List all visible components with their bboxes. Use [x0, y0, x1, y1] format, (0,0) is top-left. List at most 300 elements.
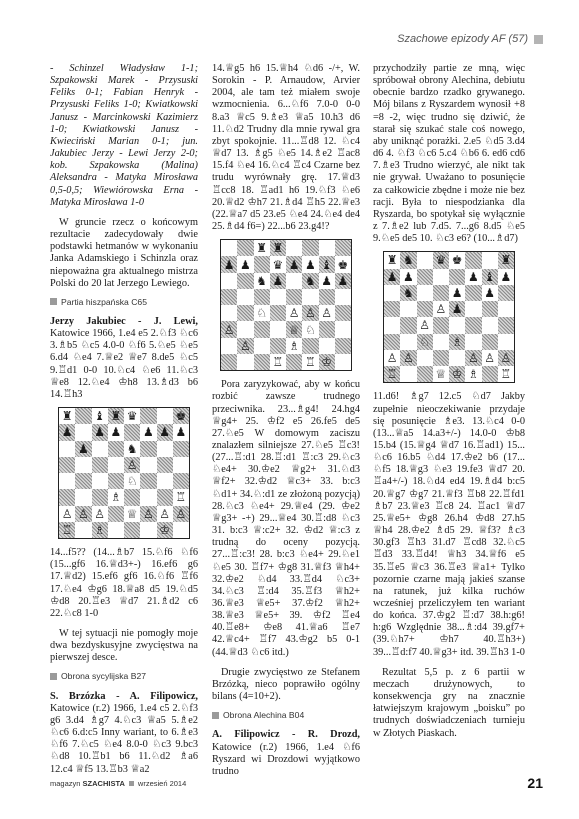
board-square: [433, 334, 449, 350]
board-square: [140, 506, 156, 522]
board-square: [498, 334, 514, 350]
board-square: [465, 334, 481, 350]
board-square: [465, 317, 481, 333]
board-square: [157, 457, 173, 473]
board-square: [92, 489, 108, 505]
board-square: [319, 321, 335, 337]
board-square: [319, 273, 335, 289]
board-square: [108, 489, 124, 505]
section-label-opening: Obrona sycylijska B27: [50, 670, 198, 682]
black-pawn-icon: ♟: [304, 257, 316, 272]
board-square: [319, 256, 335, 272]
bullet-square-icon: [50, 298, 57, 305]
board-square: [237, 289, 253, 305]
white-pawn-icon: ♙: [159, 506, 170, 521]
black-pawn-icon: ♟: [175, 425, 187, 440]
chess-diagram: [383, 251, 515, 383]
black-knight-icon: ♞: [256, 273, 267, 288]
board-square: [335, 289, 351, 305]
white-bishop-icon: ♗: [451, 334, 463, 349]
board-square: [270, 256, 286, 272]
board-square: [433, 350, 449, 366]
board-square: [75, 441, 91, 457]
page-number: 21: [527, 775, 543, 791]
black-bishop-icon: ♝: [94, 409, 105, 424]
board-square: [157, 489, 173, 505]
board-square: [286, 273, 302, 289]
game-players: A. Filipowicz - R. Drozd,: [212, 729, 360, 741]
board-square: [254, 321, 270, 337]
board-square: [319, 240, 335, 256]
black-pawn-icon: ♟: [239, 257, 251, 272]
board-square: [124, 441, 140, 457]
board-square: [433, 285, 449, 301]
game-moves: 14.♕g5 h6 15.♕h4 ♘d6 -/+, W. Sorokin - P. Arnaudow, Arvier 2004, ale tam też miałem swoje wzmocnienia. 6...♘f6 7.0-0 0-0 8.a3 ♕c5 9.♗e3 ♕a5 10.h3 d6 11.♘d2 Trudny dla mnie rywal gra zbyt spokojnie. 11...♖d8 12. ♘c4 ♕d7 13. ♗g5 ♘e5 14.♗e2 ♖ac8 15.f4 ♘e4 16.♘c4 ♖c4 Czarne bez trudu wyrównały grę. 17.♕d3 ♖cc8 18. ♖ad1 h6 19.♘f3 ♘e6 20.♕d2 ♔h7 21.♗d4 ♖h5 22.♕e3 (22.♕a7 d5 23.e5 ♘e4 24.♘e4 de4 25.♗d4 f6=) 22...b6 23.g4!?: [212, 63, 360, 233]
white-pawn-icon: ♙: [500, 350, 512, 365]
board-square: [498, 366, 514, 382]
board-square: [157, 522, 173, 538]
board-square: [254, 256, 270, 272]
board-square: [157, 424, 173, 440]
game-moves: przychodziły partie ze mną, więc spróbował obrony Alechina, debiutu obecnie bardzo rzadko grywanego. Mój bilans z Ryszardem wynosił +8 =8 -2, więc trudno się dziwić, że starał się szukać stale coś nowego, aby uniknąć porażki. 2.e5 ♘d5 3.d4 d6 4. ♘f3 ♘c6 5.c4 ♘b6 6. ed6 cd6 7.♗e3 Trudno wierzyć, ale nikt tak nie grywał. Uważano to posunięcie za całkowicie zbędne i może nie bez racji. Była to niespodzianka dla Ryszarda, bo spotykał się wyłącznie z 7.♗e2 lub 7.d5. 7...g6 8.d5 ♘e5 9.♘e5 de5 10. ♘c3 e6? (10...♗d7): [373, 63, 525, 245]
black-pawn-icon: ♟: [94, 425, 105, 440]
black-king-icon: ♚: [451, 253, 463, 268]
white-pawn-icon: ♙: [386, 350, 398, 365]
board-square: [335, 256, 351, 272]
board-square: [221, 354, 237, 370]
board-square: [237, 256, 253, 272]
board-square: [237, 273, 253, 289]
board-square: [92, 473, 108, 489]
black-knight-icon: ♞: [126, 441, 138, 456]
board-square: [400, 252, 416, 268]
white-pawn-icon: ♙: [175, 506, 187, 521]
board-square: [302, 273, 318, 289]
board-square: [173, 424, 189, 440]
board-square: [140, 441, 156, 457]
board-square: [319, 305, 335, 321]
board-square: [140, 457, 156, 473]
board-square: [482, 301, 498, 317]
board-square: [140, 473, 156, 489]
board-square: [59, 408, 75, 424]
board-square: [108, 457, 124, 473]
game-moves: 14...f5?? (14...♗b7 15.♘f6 ♘f6 (15...gf6 16.♕d3+-) 16.ef6 g6 17.♕d2) 15.ef6 gf6 16.♘f6 ♖f6 17.♘e4 ♔g6 18.♕a8 d5 19.♘d5 ♔d8 20.♖e3 ♕d7 21.♗d2 c6 22.♘c8 1-0: [50, 547, 198, 619]
board-square: [75, 506, 91, 522]
bullet-square-icon: [50, 673, 57, 680]
board-square: [433, 301, 449, 317]
black-pawn-icon: ♟: [337, 273, 349, 288]
board-square: [59, 506, 75, 522]
column-3: [373, 63, 525, 740]
board-square: [108, 408, 124, 424]
board-square: [433, 366, 449, 382]
board-square: [400, 269, 416, 285]
black-pawn-icon: ♟: [61, 425, 73, 440]
board-square: [237, 321, 253, 337]
board-square: [221, 321, 237, 337]
board-square: [384, 285, 400, 301]
section-label-opening: Partia hiszpańska C65: [50, 296, 198, 308]
board-square: [254, 338, 270, 354]
white-pawn-icon: ♙: [77, 506, 89, 521]
board-square: [173, 408, 189, 424]
board-square: [140, 489, 156, 505]
board-square: [384, 366, 400, 382]
bullet-square-icon: [212, 712, 219, 719]
black-rook-icon: ♜: [500, 253, 512, 268]
board-square: [237, 240, 253, 256]
board-square: [173, 522, 189, 538]
white-pawn-icon: ♙: [239, 338, 251, 353]
black-pawn-icon: ♟: [288, 257, 300, 272]
board-square: [108, 506, 124, 522]
board-square: [221, 289, 237, 305]
game-moves: Jerzy Jakubiec - J. Lewi, Katowice 1966, 1.e4 e5 2.♘f3 ♘c6 3.♗b5 ♘c5 4.0-0 ♘f6 5.♘e5 ♘e5 6.d4 ♘e4 7.♕e2 ♕e7 8.de5 ♘c5 9.♖d1 0-0 10.♘c4 ♘e6 11.♘c3 ♕e8 12.♘e4 ♔h8 13.♗d3 b6 14.♖h3: [50, 315, 198, 400]
board-square: [302, 240, 318, 256]
board-square: [449, 301, 465, 317]
white-pawn-icon: ♙: [484, 350, 495, 365]
board-square: [449, 350, 465, 366]
white-pawn-icon: ♙: [402, 350, 414, 365]
board-square: [75, 522, 91, 538]
board-square: [498, 252, 514, 268]
board-square: [173, 489, 189, 505]
white-pawn-icon: ♙: [321, 306, 332, 321]
board-square: [92, 408, 108, 424]
white-pawn-icon: ♙: [467, 350, 479, 365]
white-rook-icon: ♖: [61, 522, 73, 537]
footer-square-icon: [129, 781, 134, 786]
board-square: [75, 489, 91, 505]
board-square: [482, 366, 498, 382]
black-queen-icon: ♛: [435, 253, 447, 268]
board-square: [498, 317, 514, 333]
board-square: [498, 350, 514, 366]
board-square: [302, 256, 318, 272]
board-square: [417, 317, 433, 333]
board-square: [237, 354, 253, 370]
magazine-name: magazyn SZACHISTA wrzesień 2014: [50, 778, 187, 788]
board-square: [286, 305, 302, 321]
board-square: [302, 354, 318, 370]
board-square: [417, 334, 433, 350]
board-square: [417, 366, 433, 382]
board-square: [417, 285, 433, 301]
black-knight-icon: ♞: [402, 253, 414, 268]
black-knight-icon: ♞: [402, 285, 414, 300]
board-square: [433, 317, 449, 333]
board-square: [465, 301, 481, 317]
black-pawn-icon: ♟: [321, 273, 332, 288]
board-square: [254, 240, 270, 256]
board-square: [400, 350, 416, 366]
board-square: [384, 269, 400, 285]
black-rook-icon: ♜: [272, 241, 284, 256]
board-square: [400, 366, 416, 382]
white-pawn-icon: ♙: [94, 506, 105, 521]
white-bishop-icon: ♗: [288, 338, 300, 353]
board-square: [286, 289, 302, 305]
game-moves: Pora zaryzykować, aby w końcu rozbić zawsze trudnego przeciwnika. 23...♗g4! 24.hg4 ♕g4+ 25. ♔f2 e5 26.fe5 de5 27.♘e5 W domowym zaciszu znalazłem silniejsze 27.♘e5 ♖c3! (27...♖:d1 28.♖:d1 ♖:c3 29.♘c3 ♘e4+ 30.♔e2 ♕g2+ 31.♘d3 ♕f2+ 32.♔d2 ♕c3+ 33. b:c3 ♘d1+ 34.♘:d1 ze złożoną pozycją) 28.♘c3 ♘e4+ 29.♕e4 (29. ♔e2 ♕g3+ -+) 29...♕e4 30.♖:d8 ♘c3 31. b:c3 ♕:c2+ 32. ♔d2 ♕:c3 z trudną do oceny pozycją. 27...♖:c3! 28. b:c3 ♘e4+ 29.♘e1 ♘e5 30. ♖f7+ ♔g8 31.♕f3 ♕h4+ 32.♔e2 ♘d4 33.♖d4 ♘c3+ 34.♘c3 ♖:d4 35.♖f3 ♕h2+ 36.♕e3 ♕e5+ 37.♔f2 ♕h2+ 38.♕e3 ♕e5+ 39. ♔f2 ♖e4 40.♖e8+ ♔e8 41.♕a6 ♖e7 42.♕c4+ ♖f7 43.♔g2 b5 0-1 (44.♕d3 ♘c6 itd.): [212, 379, 360, 658]
board-square: [157, 441, 173, 457]
board-square: [498, 301, 514, 317]
board-square: [417, 301, 433, 317]
board-square: [173, 457, 189, 473]
black-pawn-icon: ♟: [386, 269, 398, 284]
board-square: [384, 252, 400, 268]
white-rook-icon: ♖: [500, 367, 512, 382]
board-square: [384, 317, 400, 333]
black-bishop-icon: ♝: [484, 269, 495, 284]
white-pawn-icon: ♙: [142, 506, 154, 521]
board-square: [319, 338, 335, 354]
board-square: [124, 473, 140, 489]
board-square: [498, 285, 514, 301]
white-pawn-icon: ♙: [223, 322, 235, 337]
white-queen-icon: ♕: [288, 322, 300, 337]
board-square: [417, 269, 433, 285]
board-square: [319, 289, 335, 305]
black-pawn-icon: ♟: [451, 285, 463, 300]
board-square: [482, 285, 498, 301]
board-square: [384, 350, 400, 366]
black-pawn-icon: ♟: [467, 269, 479, 284]
board-square: [221, 240, 237, 256]
white-pawn-icon: ♙: [435, 302, 447, 317]
board-square: [286, 256, 302, 272]
board-square: [335, 273, 351, 289]
paragraph: W tej sytuacji nie pomogły moje dwa bezdyskusyjne zwycięstwa na pierwszej desce.: [50, 628, 198, 664]
header-square-icon: [534, 35, 543, 44]
white-rook-icon: ♖: [386, 367, 398, 382]
black-pawn-icon: ♟: [142, 425, 154, 440]
board-square: [124, 424, 140, 440]
board-square: [59, 441, 75, 457]
black-pawn-icon: ♟: [272, 273, 284, 288]
board-square: [108, 424, 124, 440]
board-square: [449, 334, 465, 350]
white-queen-icon: ♕: [435, 367, 447, 382]
board-square: [482, 334, 498, 350]
game-players: S. Brzózka - A. Filipowicz,: [50, 690, 198, 702]
black-pawn-icon: ♟: [402, 269, 414, 284]
board-square: [449, 366, 465, 382]
black-rook-icon: ♜: [386, 253, 398, 268]
game-moves: S. Brzózka - A. Filipowicz, Katowice (r.2) 1966, 1.e4 c5 2.♘f3 g6 3.d4 ♗g7 4.♘c3 ♕a5 5.♗e2 ♘c6 6.d:c5 Inny wariant, to 6.♗e3 ♘f6 7.♘c5 ♘e4 8.0-0 ♘c3 9.bc3 ♘d8 10.♖b1 b6 11.♘d2 ♗a6 12.c4 ♕f5 13.♖b3 ♕a2: [50, 690, 198, 775]
board-square: [173, 506, 189, 522]
board-square: [302, 321, 318, 337]
board-square: [417, 350, 433, 366]
white-bishop-icon: ♗: [110, 490, 122, 505]
board-square: [221, 256, 237, 272]
board-square: [335, 338, 351, 354]
black-pawn-icon: ♟: [484, 285, 495, 300]
board-square: [75, 473, 91, 489]
board-square: [270, 321, 286, 337]
white-pawn-icon: ♙: [419, 318, 430, 333]
board-square: [286, 321, 302, 337]
column-2: [212, 63, 360, 778]
board-square: [302, 289, 318, 305]
board-square: [384, 334, 400, 350]
board-square: [221, 273, 237, 289]
board-square: [92, 441, 108, 457]
white-king-icon: ♔: [451, 367, 463, 382]
board-square: [237, 305, 253, 321]
white-knight-icon: ♘: [419, 334, 430, 349]
white-queen-icon: ♕: [126, 506, 138, 521]
board-square: [465, 285, 481, 301]
board-square: [449, 285, 465, 301]
board-square: [270, 273, 286, 289]
board-square: [140, 408, 156, 424]
game-players: Jerzy Jakubiec - J. Lewi,: [50, 315, 198, 327]
board-square: [335, 240, 351, 256]
board-square: [270, 289, 286, 305]
white-pawn-icon: ♙: [126, 457, 138, 472]
board-square: [124, 506, 140, 522]
black-pawn-icon: ♟: [110, 425, 122, 440]
black-knight-icon: ♞: [304, 273, 316, 288]
board-square: [59, 473, 75, 489]
board-square: [140, 424, 156, 440]
board-square: [270, 354, 286, 370]
board-square: [254, 273, 270, 289]
board-square: [92, 522, 108, 538]
column-1: [50, 63, 198, 776]
board-square: [319, 354, 335, 370]
black-rook-icon: ♜: [256, 241, 267, 256]
black-bishop-icon: ♝: [321, 257, 332, 272]
black-pawn-icon: ♟: [451, 302, 463, 317]
board-square: [75, 424, 91, 440]
board-square: [400, 285, 416, 301]
paragraph: W gruncie rzecz o końcowym rezultacie zadecydowały dwie podstawki hetmanów w wykonaniu Janka Adamskiego i Schinzla oraz niepoważna gra aktualnego mistrza Polski do 20 lat Jerzego Lewiego.: [50, 216, 198, 289]
board-square: [449, 252, 465, 268]
black-king-icon: ♚: [337, 257, 349, 272]
board-square: [59, 522, 75, 538]
board-square: [59, 457, 75, 473]
board-square: [270, 305, 286, 321]
board-square: [400, 301, 416, 317]
board-square: [335, 305, 351, 321]
board-square: [482, 269, 498, 285]
white-king-icon: ♔: [159, 522, 170, 537]
board-square: [482, 350, 498, 366]
board-square: [221, 338, 237, 354]
game-moves: 11.d6! ♗g7 12.c5 ♘d7 Jakby zupełnie nieoczekiwanie przydaje się posunięcie ♗e3. 13.♘c4 0-0 (13...♕a5 14.a3+/-) 14.0-0 ♔b8 15.b4 (15.♕g4 ♕d7 16.♖ad1) 15... ♘c6 16.b5 ♘d4 17.♔e2 b6 (17... ♘f5 18.♕g3 ♘e3 19.fe3 ♕d7 20. ♖a4+/-) 18.♘d4 ed4 19.♗d4 b:c5 20.♕g7 ♔g7 21.♕f3 ♖b8 22.♖fd1 ♗b7 23.♕e3 ♖c8 24. ♖ac1 ♕d7 25.♕e5+ ♔g8 26.h4 ♔d8 27.h5 ♕h4 28.♔e2 ♗d5 29. ♕f3? ♗c3 30.gf3 ♖h3 31.d7 ♖cd8 32.♘c5 ♖d3 33.♖d4! ♕h3 34.♕f6 e5 35.♖e5 ♕c3 36.♖e3 ♕a1+ Tylko pozornie czarne mają jakieś szanse na ratunek, już kilka ruchów wcześniej przeliczyłem ten wariant do końca. 37.♔g2 ♖:d7 38.h:g6! h:g6 Względnie 38...♗:d4 39.gf7+ (39.♘h7+ ♔h7 40.♖h3+) 39...♖d:f7 40.♕g3+ itd. 39.♖h3 1-0: [373, 391, 525, 658]
chess-diagram: [58, 407, 190, 539]
paragraph: Rezultat 5,5 p. z 6 partii w meczach drużynowych, to konsekwencja gry na znacznie łatwiejszym krajowym „boisku” po trudnych doświadczeniach turnieju w Złotych Piaskach.: [373, 666, 525, 739]
board-square: [124, 457, 140, 473]
white-rook-icon: ♖: [272, 355, 284, 370]
board-square: [140, 522, 156, 538]
white-knight-icon: ♘: [256, 306, 267, 321]
game-moves: A. Filipowicz - R. Drozd, Katowice (r.2) 1966, 1.e4 ♘f6 Ryszard wi Drozdowi wyjątkowo trudno: [212, 729, 360, 777]
board-square: [270, 240, 286, 256]
board-square: [465, 252, 481, 268]
board-square: [124, 489, 140, 505]
board-square: [59, 489, 75, 505]
board-square: [173, 441, 189, 457]
white-knight-icon: ♘: [304, 322, 316, 337]
board-square: [286, 354, 302, 370]
running-title: Szachowe epizody AF (57): [397, 33, 528, 45]
white-pawn-icon: ♙: [61, 506, 73, 521]
board-square: [465, 350, 481, 366]
board-square: [335, 321, 351, 337]
section-label-opening: Obrona Alechina B04: [212, 709, 360, 721]
board-square: [302, 338, 318, 354]
board-square: [221, 305, 237, 321]
black-pawn-icon: ♟: [500, 269, 512, 284]
board-square: [417, 252, 433, 268]
board-square: [482, 252, 498, 268]
white-rook-icon: ♖: [304, 355, 316, 370]
board-square: [384, 301, 400, 317]
board-square: [465, 366, 481, 382]
board-square: [400, 317, 416, 333]
white-bishop-icon: ♗: [467, 367, 479, 382]
paragraph: Drugie zwycięstwo ze Stefanem Brzózką, nieco poprawiło ogólny bilans (4=10+2).: [212, 666, 360, 703]
board-square: [157, 506, 173, 522]
white-knight-icon: ♘: [126, 474, 138, 489]
board-square: [173, 473, 189, 489]
black-king-icon: ♚: [175, 409, 187, 424]
board-square: [92, 457, 108, 473]
board-square: [124, 522, 140, 538]
white-rook-icon: ♖: [175, 490, 187, 505]
white-bishop-icon: ♗: [94, 522, 105, 537]
board-square: [92, 424, 108, 440]
board-square: [75, 457, 91, 473]
board-square: [59, 424, 75, 440]
board-square: [449, 269, 465, 285]
board-square: [254, 354, 270, 370]
board-square: [400, 334, 416, 350]
board-square: [449, 317, 465, 333]
board-square: [302, 305, 318, 321]
board-square: [270, 338, 286, 354]
black-pawn-icon: ♟: [77, 441, 89, 456]
board-square: [237, 338, 253, 354]
black-rook-icon: ♜: [110, 409, 122, 424]
page-header: [397, 32, 543, 46]
chess-diagram: [220, 239, 352, 371]
white-pawn-icon: ♙: [288, 306, 300, 321]
board-square: [433, 269, 449, 285]
board-square: [124, 408, 140, 424]
board-square: [157, 473, 173, 489]
board-square: [75, 408, 91, 424]
board-square: [92, 506, 108, 522]
board-square: [157, 408, 173, 424]
board-square: [335, 354, 351, 370]
board-square: [433, 252, 449, 268]
black-rook-icon: ♜: [61, 409, 73, 424]
board-square: [108, 473, 124, 489]
board-square: [254, 305, 270, 321]
black-queen-icon: ♛: [272, 257, 284, 272]
board-square: [498, 269, 514, 285]
black-queen-icon: ♛: [126, 409, 138, 424]
board-square: [286, 338, 302, 354]
board-square: [108, 441, 124, 457]
results-list: - Schinzel Władysław 1-1; Szpakowski Marek - Przysuski Feliks 0-1; Fabian Henryk - Przysuski Feliks 1-0; Kwiatkowski Janusz - Marcinkowski Kazimierz 1-0; Kwiatkowski Janusz - Kwieciński Marian 0-1; jun. Jakubiec Jerzy - Lewi Jerzy 2-0; kob. Szpakowska (Malina) Aleksandra - Matyka Mirosława 0,5-0,5; Wiewiórowska Erna - Matyka Mirosława 1-0: [50, 63, 198, 208]
white-king-icon: ♔: [321, 355, 332, 370]
white-pawn-icon: ♙: [304, 306, 316, 321]
